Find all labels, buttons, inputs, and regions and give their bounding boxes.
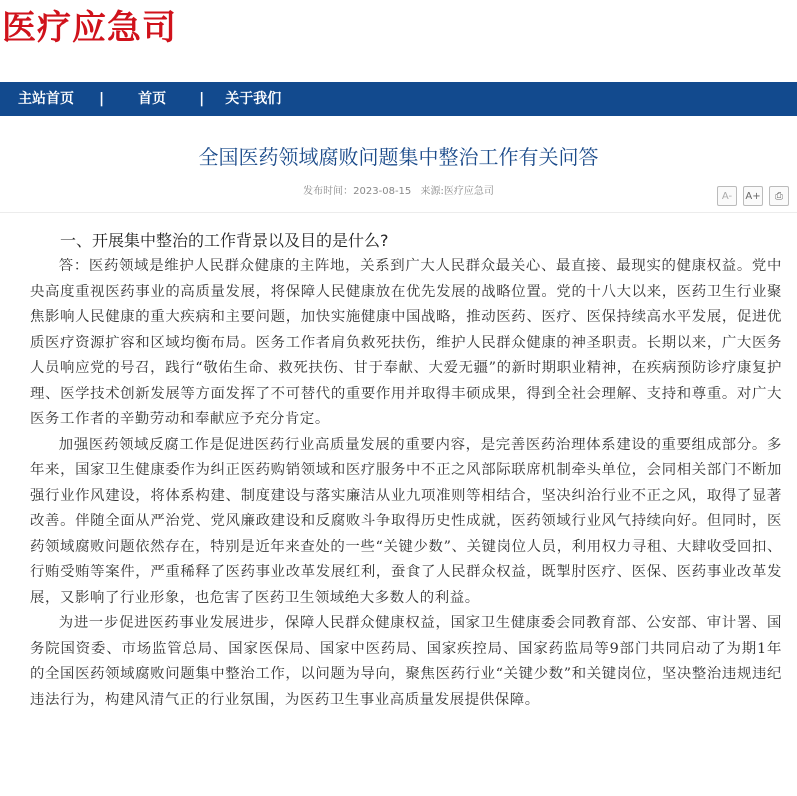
publish-date-label: 发布时间：2023-08-15 xyxy=(303,186,412,197)
nav-separator: | xyxy=(99,91,105,107)
divider xyxy=(0,212,797,213)
font-smaller-button[interactable]: A- xyxy=(717,186,737,206)
section-heading: 一、开展集中整治的工作背景以及目的是什么? xyxy=(60,231,389,250)
print-icon[interactable]: ⎙ xyxy=(769,186,789,206)
nav-item-home[interactable]: 首页 xyxy=(138,91,167,107)
font-larger-button[interactable]: A+ xyxy=(743,186,763,206)
nav-separator: | xyxy=(199,91,205,107)
paragraph: 为进一步促进医药事业发展进步，保障人民群众健康权益，国家卫生健康委会同教育部、公安部、审计署、国务院国资委、市场监管总局、国家医保局、国家中医药局、国家疾控局、国家药监局等9部门共同启动了为期1年的全国医药领域腐败问题集中整治工作，以问题为导向，聚焦医药行业“关键少数”和关键岗位，坚决整治违规违纪违法行为，构建风清气正的行业氛围，为医药卫生事业高质量发展提供保障。 xyxy=(30,615,782,708)
paragraph: 答：医药领域是维护人民群众健康的主阵地，关系到广大人民群众最关心、最直接、最现实的健康权益。党中央高度重视医药事业的高质量发展，将保障人民健康放在优先发展的战略位置。党的十八大以来，医药卫生行业聚焦影响人民健康的重大疾病和主要问题，加快实施健康中国战略，推动医药、医疗、医保持续高水平发展，促进优质医疗资源扩容和区域均衡布局。医务工作者肩负救死扶伤，维护人民群众健康的神圣职责。长期以来，广大医务人员响应党的号召，践行“敬佑生命、救死扶伤、甘于奉献、大爱无疆”的新时期职业精神，在疾病预防诊疗康复护理、医学技术创新发展等方面发挥了不可替代的重要作用并取得丰硕成果，得到全社会理解、支持和尊重。对广大医务工作者的辛勤劳动和奉献应予充分肯定。 xyxy=(30,258,782,427)
article-title: 全国医药领域腐败问题集中整治工作有关问答 xyxy=(198,145,599,169)
paragraph: 加强医药领域反腐工作是促进医药行业高质量发展的重要内容，是完善医药治理体系建设的重要组成部分。多年来，国家卫生健康委作为纠正医药购销领域和医疗服务中不正之风部际联席机制牵头单位，会同相关部门不断加强行业作风建设，将体系构建、制度建设与落实廉洁从业九项准则等相结合，坚决纠治行业不正之风，取得了显著改善。伴随全面从严治党、党风廉政建设和反腐败斗争取得历史性成就，医药领域行业风气持续向好。但同时，医药领域腐败问题依然存在，特别是近年来查处的一些“关键少数”、关键岗位人员，利用权力寻租、大肆收受回扣、行贿受贿等案件，严重稀释了医药事业改革发展红利，蚕食了人民群众权益，既掣肘医疗、医保、医药事业改革发展，又影响了行业形象，也危害了医药卫生领域绝大多数人的利益。 xyxy=(30,436,782,606)
main-nav xyxy=(0,82,797,116)
nav-item-about[interactable]: 关于我们 xyxy=(225,91,282,107)
nav-item-main-home[interactable]: 主站首页 xyxy=(18,91,74,107)
article-tools xyxy=(717,186,789,206)
source-label: 来源:医疗应急司 xyxy=(420,186,494,197)
article-body xyxy=(30,228,782,713)
site-title: 医疗应急司 xyxy=(2,8,177,48)
article-meta xyxy=(0,184,797,200)
